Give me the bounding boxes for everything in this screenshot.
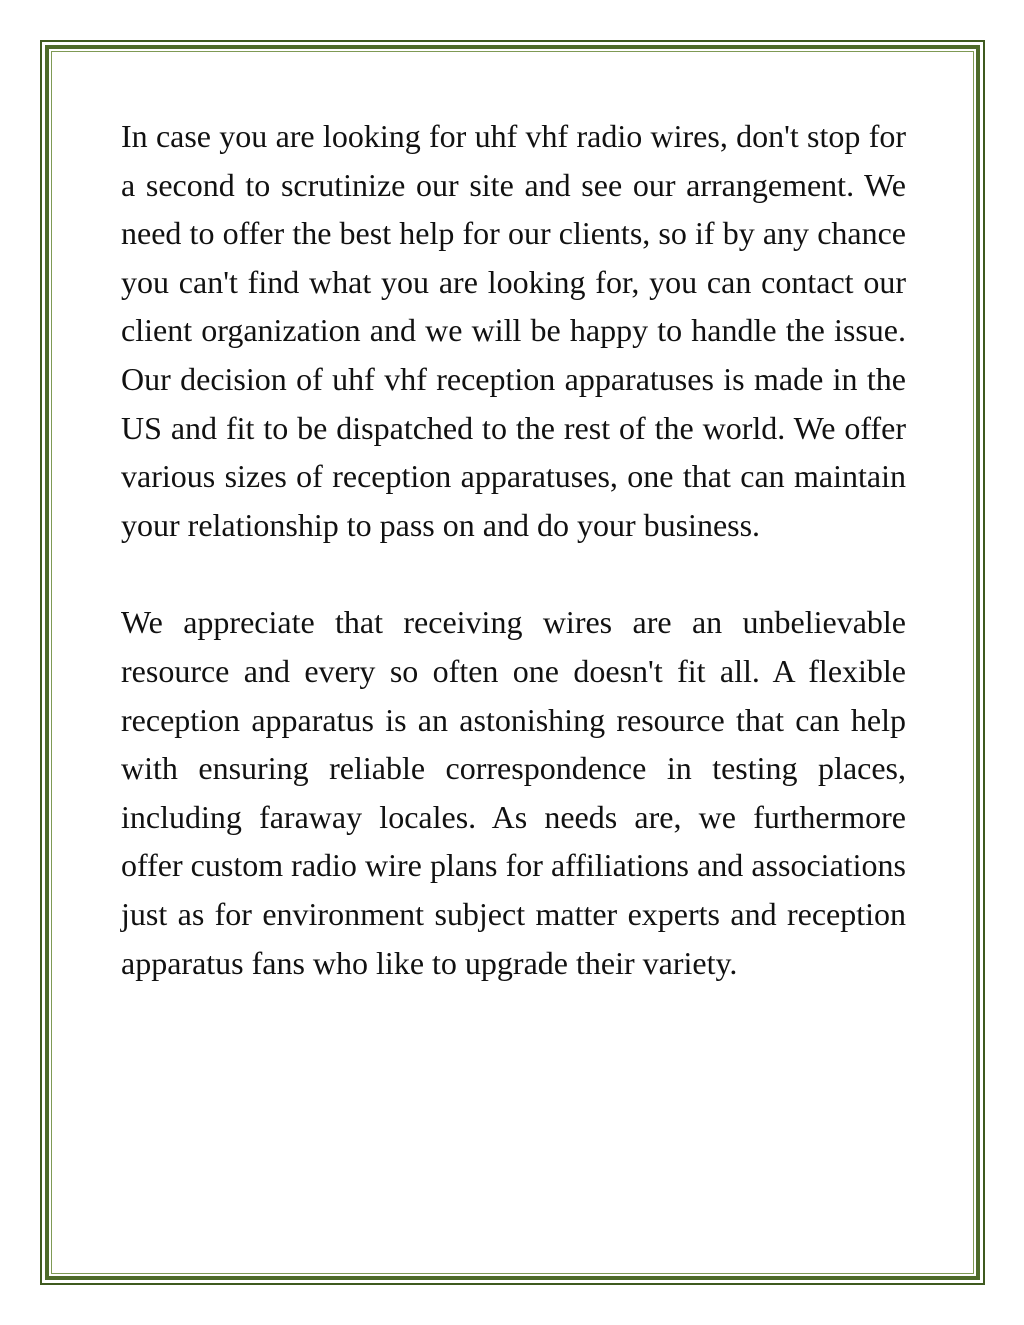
paragraph-1: In case you are looking for uhf vhf radio wires, don't stop for a second to scrutinize our site and see our arrangement. We need to offer the best help for our clients, so if by any chance you can't find what you are looking for, you can contact our client organization and we will be happy to handle the issue. Our decision of uhf vhf reception apparatuses is made in the US and fit to be dispatched to the rest of the world. We offer various sizes of reception apparatuses, one that can maintain your relationship to pass on and do your business.	[121, 118, 906, 543]
document-body	[121, 112, 906, 1036]
paragraph-2: We appreciate that receiving wires are an unbelievable resource and every so often one doesn't fit all. A flexible reception apparatus is an astonishing resource that can help with ensuring reliable correspondence in testing places, including faraway locales. As needs are, we furthermore offer custom radio wire plans for affiliations and associations just as for environment subject matter experts and reception apparatus fans who like to upgrade their variety.	[121, 604, 906, 981]
